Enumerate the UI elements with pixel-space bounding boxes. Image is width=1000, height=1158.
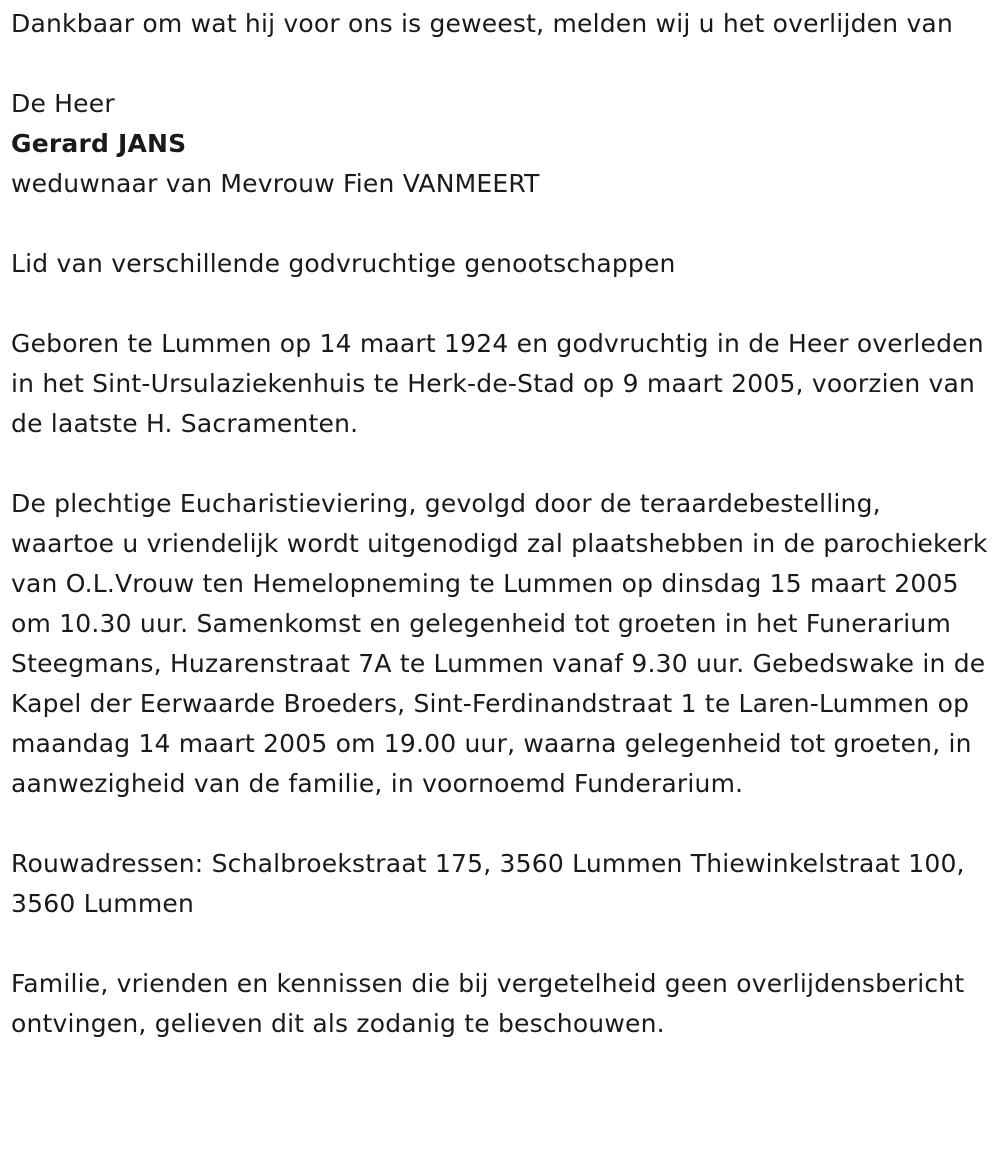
closing-paragraph: Familie, vrienden en kennissen die bij vergetelheid geen overlijdensbericht ontvingen, gelieven dit als zodanig te beschouwen. <box>11 969 965 1038</box>
intro-text: Dankbaar om wat hij voor ons is geweest, melden wij u het overlijden van <box>11 9 953 38</box>
spacer <box>11 204 991 244</box>
widower-line: weduwnaar van Mevrouw Fien VANMEERT <box>11 169 540 198</box>
spacer <box>11 804 991 844</box>
spacer <box>11 44 991 84</box>
spacer <box>11 444 991 484</box>
addresses-paragraph: Rouwadressen: Schalbroekstraat 175, 3560 Lummen Thiewinkelstraat 100, 3560 Lummen <box>11 849 965 918</box>
spacer <box>11 284 991 324</box>
birth-death-paragraph: Geboren te Lummen op 14 maart 1924 en godvruchtig in de Heer overleden in het Sint-Ursulaziekenhuis te Herk-de-Stad op 9 maart 2005, voorzien van de laatste H. Sacramenten. <box>11 329 984 438</box>
death-notice <box>11 4 991 1044</box>
membership-line: Lid van verschillende godvruchtige genootschappen <box>11 249 676 278</box>
salutation: De Heer <box>11 89 115 118</box>
deceased-name: Gerard JANS <box>11 129 187 158</box>
ceremony-paragraph: De plechtige Eucharistieviering, gevolgd door de teraardebestelling, waartoe u vriendelijk wordt uitgenodigd zal plaatshebben in de parochiekerk van O.L.Vrouw ten Hemelopneming te Lummen op dinsdag 15 maart 2005 om 10.30 uur. Samenkomst en gelegenheid tot groeten in het Funerarium Steegmans, Huzarenstraat 7A te Lummen vanaf 9.30 uur. Gebedswake in de Kapel der Eerwaarde Broeders, Sint-Ferdinandstraat 1 te Laren-Lummen op maandag 14 maart 2005 om 19.00 uur, waarna gelegenheid tot groeten, in aanwezigheid van de familie, in voornoemd Funderarium. <box>11 489 988 798</box>
spacer <box>11 924 991 964</box>
